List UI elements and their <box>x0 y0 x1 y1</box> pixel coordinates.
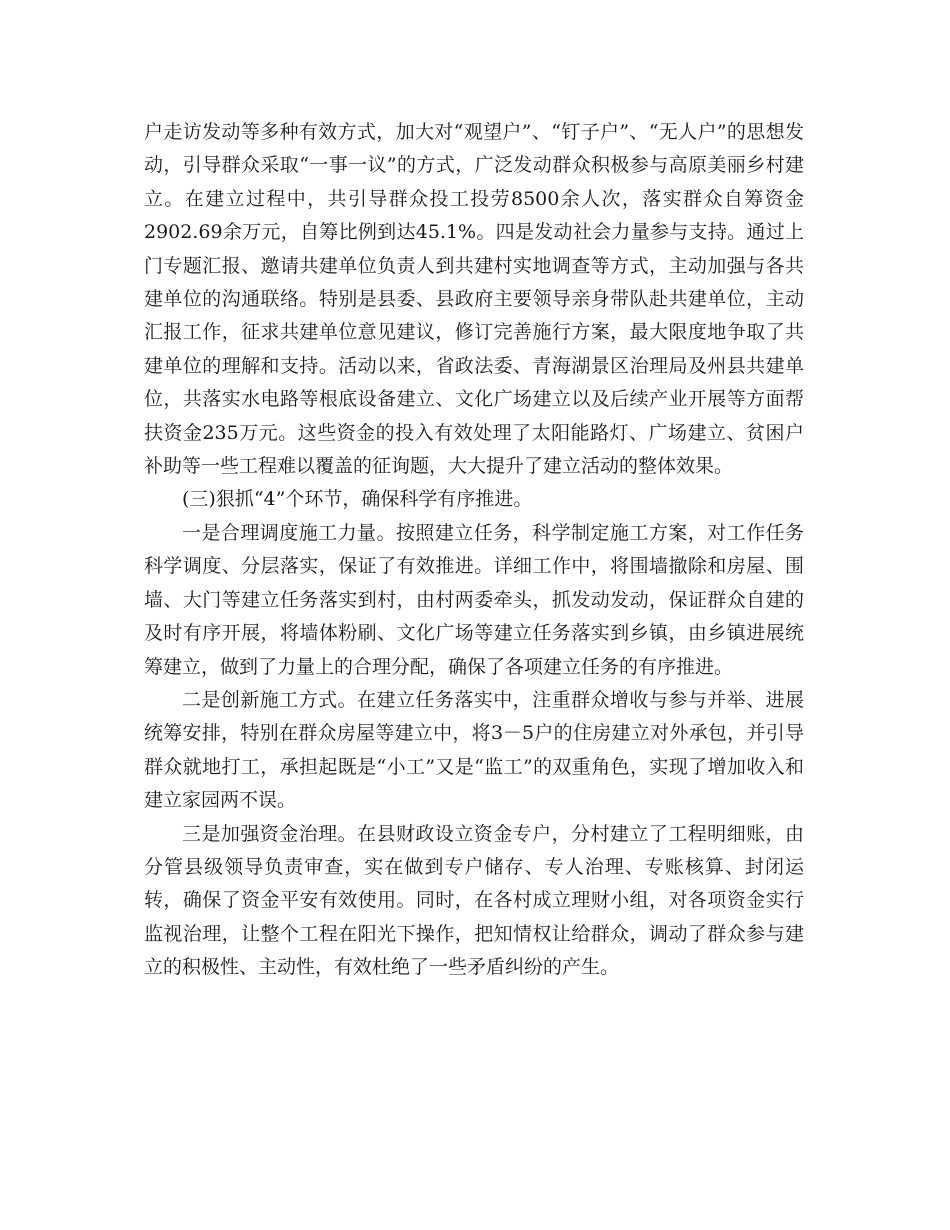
paragraph-construction-method: 二是创新施工方式。在建立任务落实中，注重群众增收与参与并举、进展统筹安排，特别在群众房屋等建立中，将3－5户的住房建立对外承包，并引导群众就地打工，承担起既是“小工”又是“监工”的双重角色，实现了增加收入和建立家园两不误。 <box>144 688 804 812</box>
paragraph-continuation: 户走访发动等多种有效方式，加大对“观望户”、“钉子户”、“无人户”的思想发动，引导群众采取“一事一议”的方式，广泛发动群众积极参与高原美丽乡村建立。在建立过程中，共引导群众投工投劳8500余人次，落实群众自筹资金2902.69余万元，自筹比例到达45.1%。四是发动社会力量参与支持。通过上门专题汇报、邀请共建单位负责人到共建村实地调查等方式，主动加强与各共建单位的沟通联络。特别是县委、县政府主要领导亲身带队赴共建单位，主动汇报工作，征求共建单位意见建议，修订完善施行方案，最大限度地争取了共建单位的理解和支持。活动以来，省政法委、青海湖景区治理局及州县共建单位，共落实水电路等根底设备建立、文化广场建立以及后续产业开展等方面帮扶资金235万元。这些资金的投入有效处理了太阳能路灯、广场建立、贫困户补助等一些工程难以覆盖的征询题，大大提升了建立活动的整体效果。 <box>144 121 804 478</box>
paragraph-construction-scheduling: 一是合理调度施工力量。按照建立任务，科学制定施工方案，对工作任务科学调度、分层落实，保证了有效推进。详细工作中，将围墙撤除和房屋、围墙、大门等建立任务落实到村，由村两委牵头，抓发动发动，保证群众自建的及时有序开展，将墙体粉刷、文化广场等建立任务落实到乡镇，由乡镇进展统筹建立，做到了力量上的合理分配，确保了各项建立任务的有序推进。 <box>144 521 804 678</box>
paragraph-fund-management: 三是加强资金治理。在县财政设立资金专户，分村建立了工程明细账，由分管县级领导负责审查，实在做到专户储存、专人治理、专账核算、封闭运转，确保了资金平安有效使用。同时，在各村成立理财小组，对各项资金实行监视治理，让整个工程在阳光下操作，把知情权让给群众，调动了群众参与建立的积极性、主动性，有效杜绝了一些矛盾纠纷的产生。 <box>144 822 804 979</box>
section-heading: (三)狠抓“4”个环节，确保科学有序推进。 <box>182 488 533 511</box>
document-body <box>144 116 804 985</box>
